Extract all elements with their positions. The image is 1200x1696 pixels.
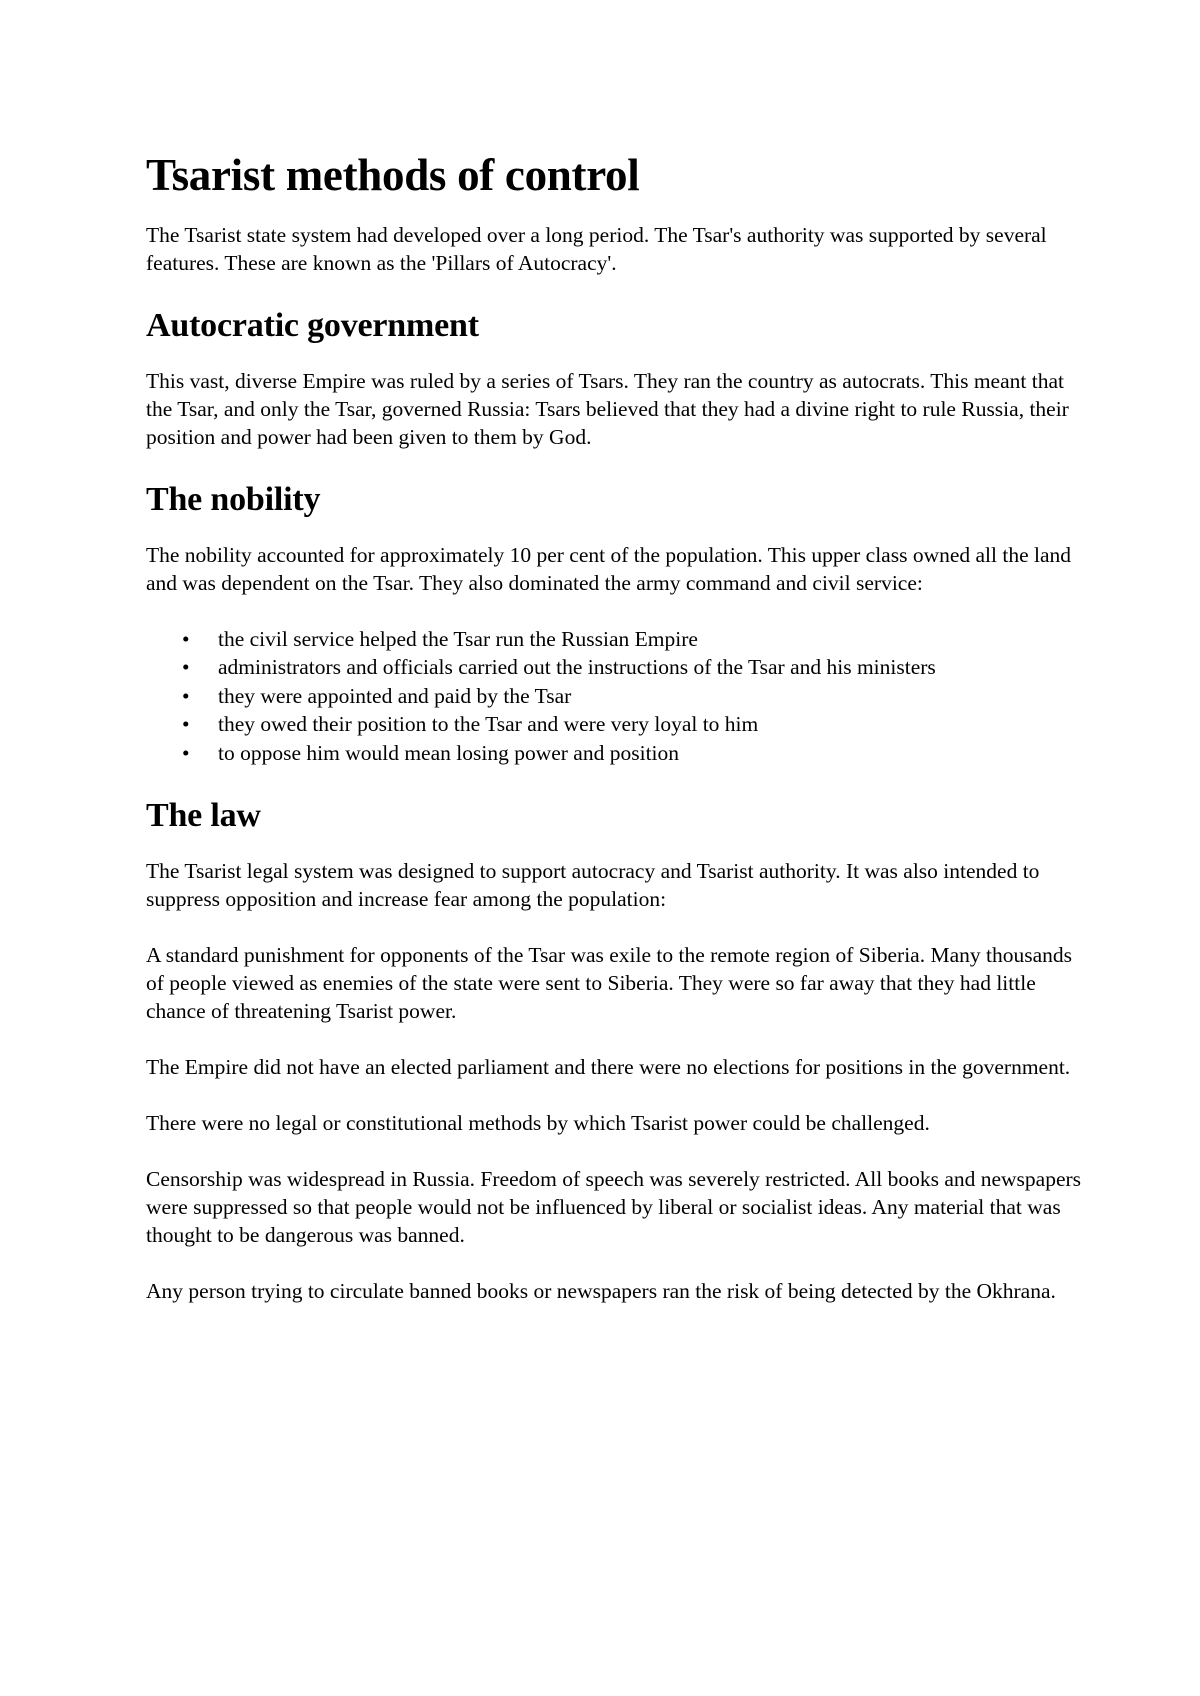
bullet-icon: • (182, 655, 190, 680)
bullet-icon: • (182, 683, 190, 708)
body-paragraph: A standard punishment for opponents of the Tsar was exile to the remote region of Siberia. Many thousands of people viewed as enemies of the state were sent to Siberia. They were so far away that they had little chance of threatening Tsarist power. (146, 943, 1072, 1024)
body-paragraph: The Empire did not have an elected parliament and there were no elections for positions in the government. (146, 1055, 1071, 1080)
bullet-icon: • (182, 712, 190, 737)
document-page (146, 148, 1086, 1333)
body-paragraph: The Tsarist legal system was designed to support autocracy and Tsarist authority. It was also intended to suppress opposition and increase fear among the population: (146, 859, 1040, 912)
list-item (146, 710, 1086, 738)
list-item-text: they owed their position to the Tsar and were very loyal to him (218, 712, 759, 737)
list-item (146, 653, 1086, 681)
body-paragraph: There were no legal or constitutional methods by which Tsarist power could be challenged. (146, 1111, 930, 1136)
page-title: Tsarist methods of control (146, 150, 640, 200)
body-paragraph: The nobility accounted for approximately 10 per cent of the population. This upper class owned all the land and was dependent on the Tsar. They also dominated the army command and civil service: (146, 543, 1072, 595)
section-heading: Autocratic government (146, 307, 479, 344)
list-item (146, 739, 1086, 767)
list-item-text: to oppose him would mean losing power and position (218, 740, 680, 765)
body-paragraph: Censorship was widespread in Russia. Freedom of speech was severely restricted. All books and newspapers were suppressed so that people would not be influenced by liberal or socialist ideas. Any material that was thought to be dangerous was banned. (146, 1167, 1082, 1248)
section-heading: The law (146, 797, 261, 835)
section-autocratic-government (146, 305, 1086, 451)
bullet-icon: • (182, 740, 190, 765)
bullet-icon: • (182, 627, 190, 651)
bullet-list (146, 625, 1086, 767)
list-item-text: administrators and officials carried out the instructions of the Tsar and his ministers (218, 655, 936, 680)
section-the-nobility (146, 479, 1086, 767)
section-the-law (146, 795, 1086, 1305)
list-item (146, 682, 1086, 710)
section-heading: The nobility (146, 481, 321, 518)
list-item-text: they were appointed and paid by the Tsar (218, 683, 572, 708)
body-paragraph: This vast, diverse Empire was ruled by a series of Tsars. They ran the country as autocrats. This meant that the Tsar, and only the Tsar, governed Russia: Tsars believed that they had a divine right to rule Russia, their position and power had been given to them by God. (146, 369, 1069, 449)
list-item-text: the civil service helped the Tsar run the Russian Empire (218, 627, 698, 651)
list-item (146, 625, 1086, 653)
intro-paragraph: The Tsarist state system had developed over a long period. The Tsar's authority was supported by several features. These are known as the 'Pillars of Autocracy'. (146, 223, 1047, 275)
body-paragraph: Any person trying to circulate banned books or newspapers ran the risk of being detected by the Okhrana. (146, 1279, 1056, 1304)
